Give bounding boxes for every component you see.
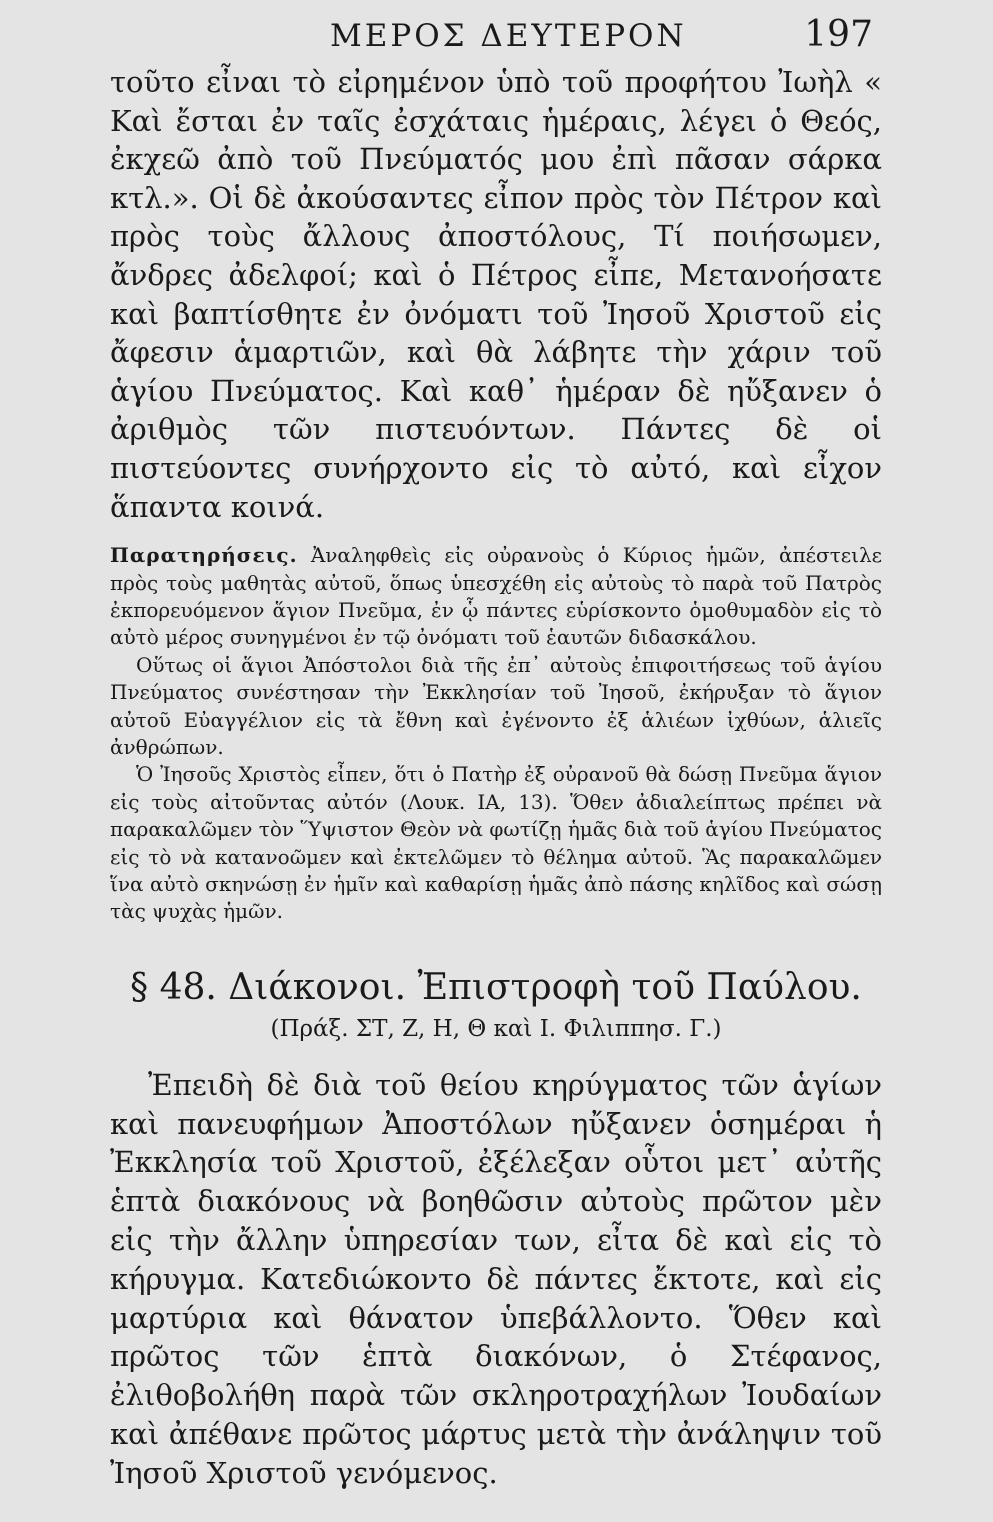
running-head [100, 14, 873, 64]
section-paragraph: Ἐπειδὴ δὲ διὰ τοῦ θείου κηρύγματος τῶν ἁγίων καὶ πανευφήμων Ἀποστόλων ηὔξανεν ὁσημέραι ἡ Ἐκκλησία τοῦ Χριστοῦ, ἐξέλεξαν οὗτοι μετ᾽ αὐτῆς ἑπτὰ διακόνους νὰ βοηθῶσιν αὐτοὺς πρῶτον μὲν εἰς τὴν ἄλλην ὑπηρεσίαν των, εἶτα δὲ καὶ εἰς τὸ κήρυγμα. Κατεδιώκοντο δὲ πάντες ἔκτοτε, καὶ εἰς μαρτύρια καὶ θάνατον ὑπεβάλλοντο. Ὅθεν καὶ πρῶτος τῶν ἑπτὰ διακόνων, ὁ Στέφανος, ἐλιθοβολήθη παρὰ τῶν σκληροτραχήλων Ἰουδαίων καὶ ἀπέθανε πρῶτος μάρτυς μετὰ τὴν ἀνάληψιν τοῦ Ἰησοῦ Χριστοῦ γενόμενος. [110, 1067, 882, 1490]
notes-label: Παρατηρήσεις. [110, 543, 298, 568]
main-paragraph: τοῦτο εἶναι τὸ εἰρημένον ὑπὸ τοῦ προφήτου Ἰωὴλ « Καὶ ἔσται ἐν ταῖς ἐσχάταις ἡμέραις, λέγει ὁ Θεός, ἐκχεῶ ἀπὸ τοῦ Πνεύματός μου ἐπὶ πᾶσαν σάρκα κτλ.». Οἱ δὲ ἀκούσαντες εἶπον πρὸς τὸν Πέτρον καὶ πρὸς τοὺς ἄλλους ἀποστόλους, Τί ποιήσωμεν, ἄνδρες ἀδελφοί; καὶ ὁ Πέτρος εἶπε, Μετανοήσατε καὶ βαπτίσθητε ἐν ὀνόματι τοῦ Ἰησοῦ Χριστοῦ εἰς ἄφεσιν ἁμαρτιῶν, καὶ θὰ λάβητε τὴν χάριν τοῦ ἁγίου Πνεύματος. Καὶ καθ᾽ ἡμέραν δὲ ηὔξανεν ὁ ἀριθμὸς τῶν πιστευόντων. Πάντες δὲ οἱ πιστεύοντες συνήρχοντο εἰς τὸ αὐτό, καὶ εἶχον ἅπαντα κοινά. [110, 65, 882, 524]
page-number: 197 [804, 14, 873, 55]
notes-paragraph-1 [110, 542, 882, 652]
notes-paragraph-1-text: Ἀναληφθεὶς εἰς οὐρανοὺς ὁ Κύριος ἡμῶν, ἀπέστειλε πρὸς τοὺς μαθητὰς αὐτοῦ, ὅπως ὑπεσχέθη εἰς αὐτοὺς τὸ παρὰ τοῦ Πατρὸς ἐκπορευόμενον ἅγιον Πνεῦμα, ἐν ᾧ πάντες εὑρίσκοντο ὁμοθυμαδὸν εἰς τὸ αὐτὸ μέρος συνηγμένοι ἐν τῷ ὀνόματι τοῦ ἑαυτῶν διδασκάλου. [110, 543, 882, 650]
page-body [110, 63, 882, 1522]
notes-paragraph-3: Ὁ Ἰησοῦς Χριστὸς εἶπεν, ὅτι ὁ Πατὴρ ἐξ οὐρανοῦ θὰ δώσῃ Πνεῦμα ἅγιον εἰς τοὺς αἰτοῦντας αὐτόν (Λουκ. ΙΑ, 13). Ὅθεν ἀδιαλείπτως πρέπει νὰ παρακαλῶμεν τὸν Ὕψιστον Θεὸν νὰ φωτίζῃ ἡμᾶς διὰ τοῦ ἁγίου Πνεύματος εἰς τὸ νὰ κατανοῶμεν καὶ ἐκτελῶμεν τὸ θέλημα αὐτοῦ. Ἃς παρακαλῶμεν ἵνα αὐτὸ σκηνώσῃ ἐν ἡμῖν καὶ καθαρίσῃ ἡμᾶς ἀπὸ πάσης κηλῖδος καὶ σώσῃ τὰς ψυχὰς ἡμῶν. [110, 762, 883, 924]
running-title: ΜΕΡΟΣ ΔΕΥΤΕΡΟΝ [330, 18, 687, 54]
section-references: (Πράξ. ΣΤ, Ζ, Η, Θ καὶ Ι. Φιλιππησ. Γ.) [270, 1015, 722, 1042]
notes-block [110, 542, 882, 926]
notes-paragraph-2: Οὕτως οἱ ἅγιοι Ἀπόστολοι διὰ τῆς ἐπ᾽ αὐτοὺς ἐπιφοιτήσεως τοῦ ἁγίου Πνεύματος συνέστησαν τὴν Ἐκκλησίαν τοῦ Ἰησοῦ, ἐκήρυξαν τὸ ἅγιον αὐτοῦ Εὐαγγέλιον εἰς τὰ ἔθνη καὶ ἐγένοντο ἐξ ἁλιέων ἰχθύων, ἁλιεῖς ἀνθρώπων. [110, 652, 882, 759]
section-heading: § 48. Διάκονοι. Ἐπιστροφὴ τοῦ Παύλου. [130, 966, 862, 1008]
